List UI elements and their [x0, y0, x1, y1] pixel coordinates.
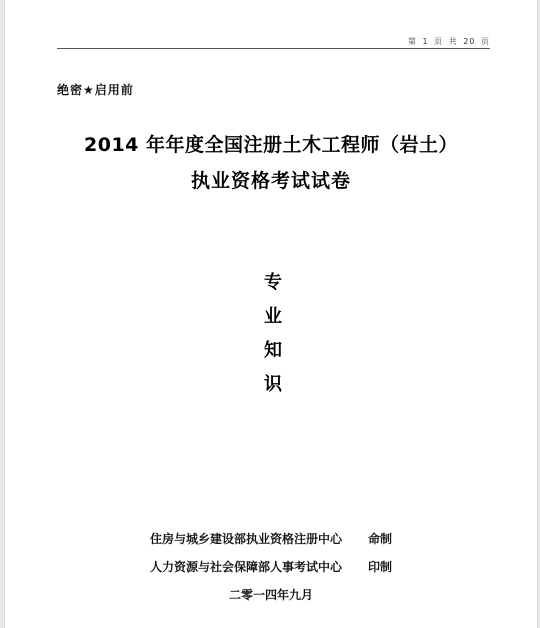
header-rule	[57, 48, 490, 49]
issuer-row-1	[5, 530, 537, 547]
page-prefix: 第	[407, 37, 417, 46]
subject-char: 知	[264, 340, 282, 361]
subject-vertical	[261, 266, 285, 402]
page-current: 1	[422, 37, 429, 46]
classification-label: 绝密★启用前	[57, 83, 134, 97]
exam-title-line-2: 执业资格考试试卷	[190, 170, 351, 192]
issuer-org: 住房与城乡建设部执业资格注册中心	[149, 532, 342, 546]
page-suffix: 页	[481, 37, 490, 46]
issuer-row-2	[5, 558, 537, 575]
issuer-org: 人力资源与社会保障部人事考试中心	[149, 560, 342, 574]
exam-title-line-1: 2014 年年度全国注册土木工程师（岩土）	[84, 134, 458, 156]
page-total: 20	[463, 37, 476, 46]
subject-char: 识	[264, 374, 282, 395]
issuer-role: 印制	[368, 560, 393, 574]
page-mid: 页	[434, 37, 444, 46]
subject-char: 业	[264, 306, 282, 327]
page-total-prefix: 共	[448, 37, 458, 46]
document-page	[4, 0, 538, 628]
subject-char: 专	[264, 272, 282, 293]
page-counter	[407, 36, 491, 47]
issue-date: 二零一四年九月	[228, 588, 313, 602]
issuer-role: 命制	[368, 532, 393, 546]
